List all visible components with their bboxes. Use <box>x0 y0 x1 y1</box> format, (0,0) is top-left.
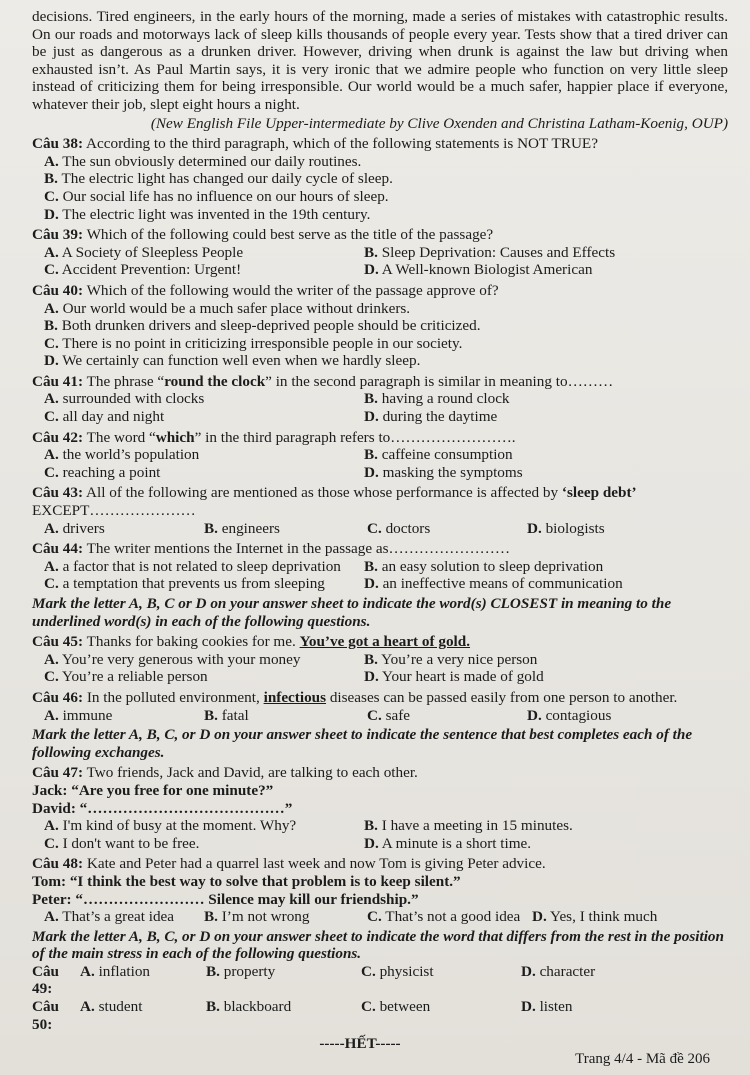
page-footer: Trang 4/4 - Mã đề 206 <box>575 1051 710 1068</box>
question-42: Câu 42: The word “which” in the third paragraph refers to……………………. A. the world’s population B. caffeine consumption C. reaching a point D. masking the symptoms <box>32 428 523 481</box>
question-41: Câu 41: The phrase “round the clock” in the second paragraph is similar in meaning to……… A. surrounded with clocks B. having a round clock C. all day and night D. during the daytime <box>32 372 614 426</box>
passage-paragraph: decisions. Tired engineers, in the early hours of the morning, made a series of mistakes with catastrophic results. On our roads and motorways lack of sleep kills thousands of people every year. Tests show that a tired driver can be just as dangerous as a drunken driver. However, driving when drunk is against the law but driving when exhausted isn’t. As Paul Martin says, it is very ironic that we admire people who function on very little sleep instead of criticizing them for being irresponsible. Our world would be a much safer, happier place if everyone, whatever their job, slept eight hours a night. <box>32 8 728 113</box>
question-45: Câu 45: Thanks for baking cookies for me. You’ve got a heart of gold. A. You’re very generous with your money B. You’re a very nice person C. You’re a reliable person D. Your heart is made of gold <box>32 633 544 686</box>
question-40: Câu 40: Which of the following would the writer of the passage approve of? A. Our world would be a much safer place without drinkers. B. Both drunken drivers and sleep-deprived people should be criticized. C. There is no point in criticizing irresponsible people in our society. D. We certainly can function well even when we hardly sleep. <box>32 281 499 370</box>
question-38: Câu 38: According to the third paragraph, which of the following statements is NOT TRUE? A. The sun obviously determined our daily routines. B. The electric light has changed our daily cycle of sleep. C. Our social life has no influence on our hours of sleep. D. The electric light was invented in the 19th century. <box>32 135 598 223</box>
question-47: Câu 47: Two friends, Jack and David, are talking to each other. Jack: “Are you free for one minute?” David: “…………………………………” A. I'm kind of busy at the moment. Why? B. I have a meeting in 15 minutes. C. I don't want to be free. D. A minute is a short time. <box>32 764 573 852</box>
instruction-stress: Mark the letter A, B, C, or D on your answer sheet to indicate the word that differs from the rest in the position of the main stress in each of the following questions. <box>32 927 724 963</box>
passage-source: (New English File Upper-intermediate by Clive Oxenden and Christina Latham-Koenig, OUP) <box>150 114 728 132</box>
instruction-closest-meaning: Mark the letter A, B, C or D on your answer sheet to indicate the word(s) CLOSEST in meaning to the underlined word(s) in each of the following questions. <box>32 595 672 630</box>
end-marker: -----HẾT----- <box>319 1035 401 1053</box>
question-44: Câu 44: The writer mentions the Internet in the passage as…………………… A. a factor that is not related to sleep deprivation B. an easy solution to sleep deprivation C. a temptation that prevents us from sleeping D. an ineffective means of communication <box>32 540 623 593</box>
question-49: Câu 49: A. inflation B. property C. physicist D. character <box>32 962 596 998</box>
instruction-exchanges: Mark the letter A, B, C, or D on your answer sheet to indicate the sentence that best completes each of the following exchanges. <box>32 726 693 761</box>
question-50: Câu 50: A. student B. blackboard C. between D. listen <box>32 998 573 1033</box>
question-46: Câu 46: In the polluted environment, infectious diseases can be passed easily from one person to another. A. immune B. fatal C. safe D. contagious <box>32 688 678 724</box>
question-43: Câu 43: All of the following are mentioned as those whose performance is affected by ‘sleep debt’ EXCEPT………………… A. drivers B. engineers C. doctors D. biologists <box>32 484 637 537</box>
question-48: Câu 48: Kate and Peter had a quarrel last week and now Tom is giving Peter advice. Tom: “I think the best way to solve that problem is to keep silent.” Peter: “…………………… Silence may kill our friendship.” A. That’s a great idea B. I’m not wrong C. That’s not a good idea D. Yes, I think much <box>32 855 658 926</box>
question-39: Câu 39: Which of the following could best serve as the title of the passage? A. A Society of Sleepless People B. Sleep Deprivation: Causes and Effects C. Accident Prevention: Urgent! D. A Well-known Biologist American <box>32 226 616 279</box>
